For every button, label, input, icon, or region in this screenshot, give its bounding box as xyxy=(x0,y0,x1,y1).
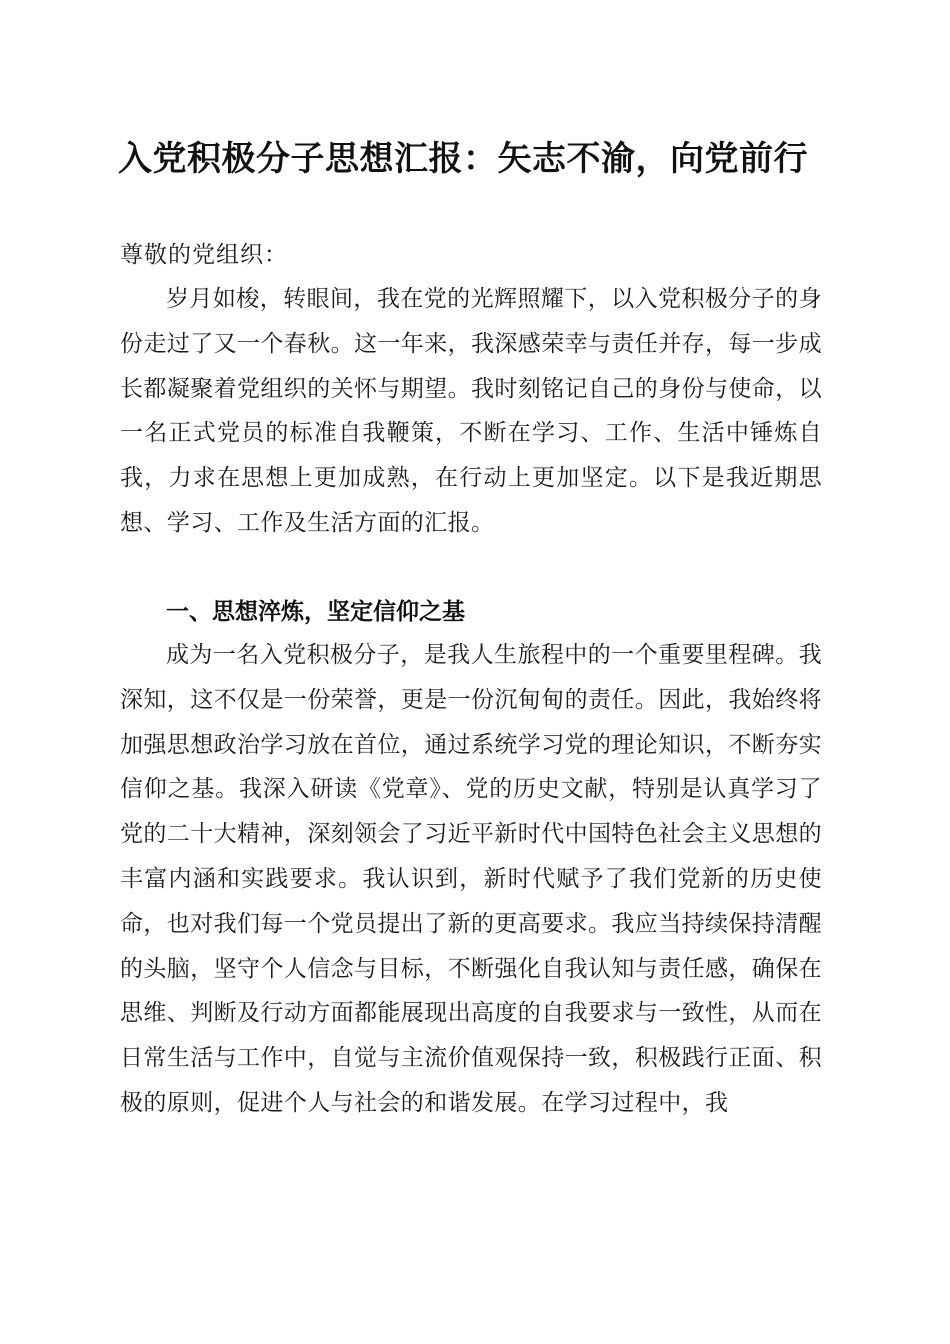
salutation: 尊敬的党组织： xyxy=(120,242,288,268)
section-heading-1: 一、思想淬炼，坚定信仰之基 xyxy=(166,599,465,625)
section-1-paragraph: 成为一名入党积极分子，是我人生旅程中的一个重要里程碑。我深知，这不仅是一份荣誉，更是一份沉甸甸的责任。因此，我始终将加强思想政治学习放在首位，通过系统学习党的理论知识，不断夯实信仰之基。我深入研读《党章》、党的历史文献，特别是认真学习了党的二十大精神，深刻领会了习近平新时代中国特色社会主义思想的丰富内涵和实践要求。我认识到，新时代赋予了我们党新的历史使命，也对我们每一个党员提出了新的更高要求。我应当持续保持清醒的头脑，坚守个人信念与目标，不断强化自我认知与责任感，确保在思维、判断及行动方面都能展现出高度的自我要求与一致性，从而在日常生活与工作中，自觉与主流价值观保持一致，积极践行正面、积极的原则，促进个人与社会的和谐发展。在学习过程中，我 xyxy=(120,642,822,1116)
intro-paragraph: 岁月如梭，转眼间，我在党的光辉照耀下，以入党积极分子的身份走过了又一个春秋。这一年来，我深感荣幸与责任并存，每一步成长都凝聚着党组织的关怀与期望。我时刻铭记自己的身份与使命，以一名正式党员的标准自我鞭策，不断在学习、工作、生活中锤炼自我，力求在思想上更加成熟，在行动上更加坚定。以下是我近期思想、学习、工作及生活方面的汇报。 xyxy=(120,286,822,536)
document-title: 入党积极分子思想汇报：矢志不渝，向党前行 xyxy=(118,139,808,179)
